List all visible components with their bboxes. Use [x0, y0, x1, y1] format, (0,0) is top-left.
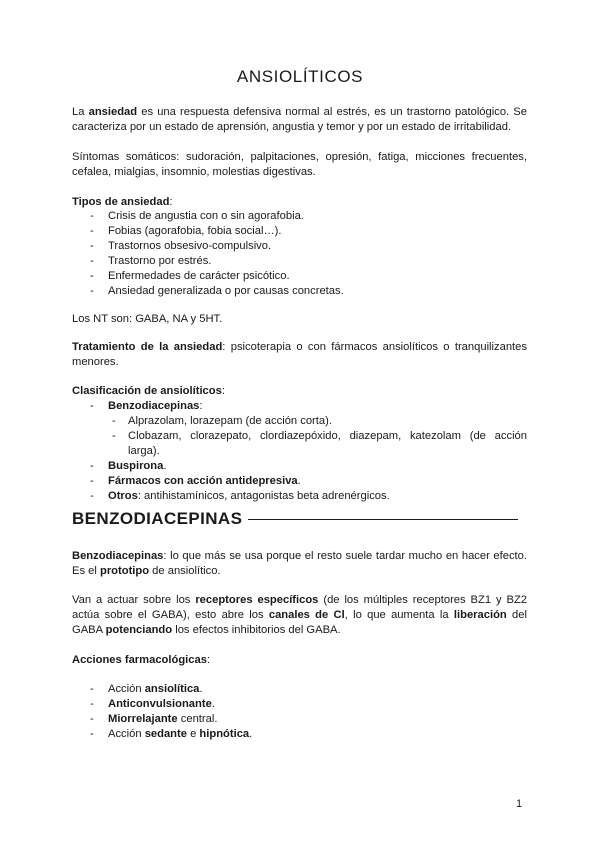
list-item-buspirona: - Buspirona. [72, 459, 527, 474]
page-title: ANSIOLÍTICOS [236, 67, 364, 86]
actions-heading: Acciones farmacológicas: [72, 654, 211, 666]
section-heading-benzodiacepinas: BENZODIACEPINAS [72, 511, 518, 526]
classification-heading: Clasificación de ansiolíticos: [72, 385, 225, 397]
mechanism-paragraph: Van a actuar sobre los receptores específicos (de los múltiples receptores BZ1 y BZ2 actúa sobre el GABA), esto abre los canales de Cl, lo que aumenta la liberación del GABA potenciando los efectos inhibitorios del GABA. [72, 594, 528, 636]
list-item: - Trastornos obsesivo-compulsivo. [72, 239, 527, 254]
sublist-item: - Alprazolam, lorazepam (de acción corta). [72, 414, 527, 429]
heading-rule [248, 519, 518, 520]
list-item: - Anticonvulsionante. [72, 697, 527, 712]
list-item: - Crisis de angustia con o sin agorafobia. [72, 209, 527, 224]
actions-list [72, 682, 527, 742]
list-item-farmacos: - Fármacos con acción antidepresiva. [72, 474, 527, 489]
sublist-item: - Clobazam, clorazepato, clordiazepóxido, diazepam, katezolam (de acción larga). [72, 429, 527, 459]
list-item: - Acción sedante e hipnótica. [72, 727, 527, 742]
benzodiacepinas-sublist [72, 414, 527, 459]
list-item: - Fobias (agorafobia, fobia social…). [72, 224, 527, 239]
page-number: 1 [516, 798, 523, 810]
benzodiacepinas-paragraph: Benzodiacepinas: lo que más se usa porque el resto suele tardar mucho en hacer efecto. Es el prototipo de ansiolítico. [72, 550, 527, 577]
list-item: - Acción ansiolítica. [72, 682, 527, 697]
anxiety-types-list [72, 209, 527, 299]
list-item: - Miorrelajante central. [72, 712, 527, 727]
classification-list [72, 399, 527, 504]
treatment-paragraph: Tratamiento de la ansiedad: psicoterapia o con fármacos ansiolíticos o tranquilizantes menores. [72, 341, 527, 368]
list-item: - Enfermedades de carácter psicótico. [72, 269, 527, 284]
list-item: - Ansiedad generalizada o por causas concretas. [72, 284, 527, 299]
anxiety-types-heading: Tipos de ansiedad: [72, 196, 173, 208]
list-item: - Trastorno por estrés. [72, 254, 527, 269]
symptoms-paragraph: Síntomas somáticos: sudoración, palpitaciones, opresión, fatiga, micciones frecuentes, cefalea, mialgias, insomnio, molestias digestivas. [72, 151, 527, 178]
intro-paragraph: La ansiedad es una respuesta defensiva normal al estrés, es un trastorno patológico. Se caracteriza por un estado de aprensión, angustia y temor y por un estado de irritabilidad. [72, 106, 527, 133]
list-item-otros: - Otros: antihistamínicos, antagonistas beta adrenérgicos. [72, 489, 527, 504]
list-item-benzodiacepinas: - Benzodiacepinas: - Alprazolam, lorazepam (de acción corta). - Clobazam, clorazepato, clordiazepóxido, diazepam, katezolam (de acción larga). [72, 399, 527, 459]
neurotransmitters-line: Los NT son: GABA, NA y 5HT. [72, 313, 223, 325]
